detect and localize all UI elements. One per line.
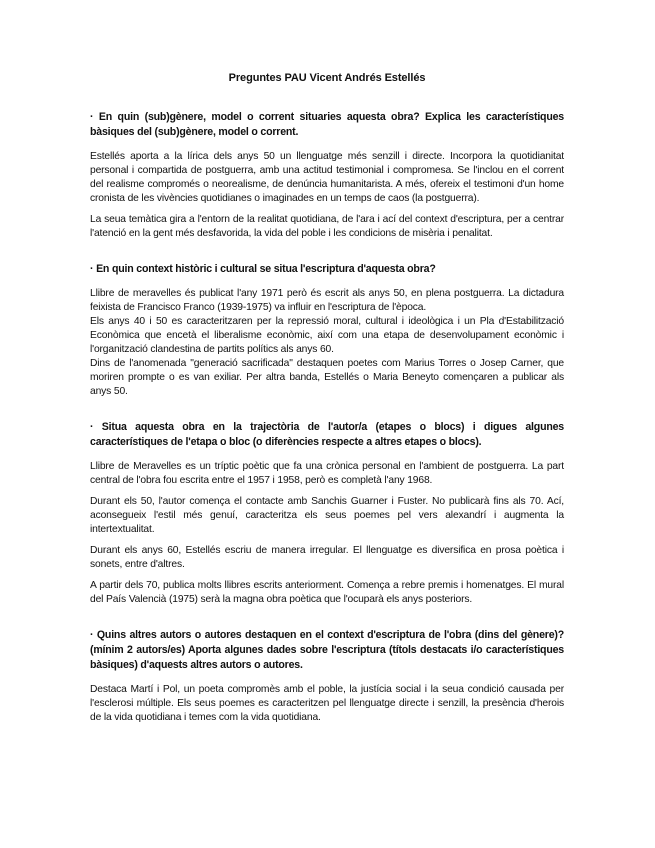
paragraph: Els anys 40 i 50 es caracteritzaren per la repressió moral, cultural i ideològica i un Pla d'Estabilització Econòmica que encetà el liberalisme econòmic, així com una etapa de desenvolupament econòmic i l'organització clandestina de partits polítics als anys 60.	[90, 316, 564, 355]
paragraph: Llibre de Meravelles es un tríptic poètic que fa una crònica personal en l'ambient de postguerra. La part central de l'obra fou escrita entre el 1957 i 1958, però es completà l'any 1968.	[90, 461, 564, 486]
section-context	[90, 262, 564, 399]
document-title: Preguntes PAU Vicent Andrés Estellés	[228, 72, 426, 84]
paragraph: Durant els anys 60, Estellés escriu de manera irregular. El llenguatge es diversifica en prosa poètica i sonets, entre d'altres.	[90, 545, 564, 570]
paragraph: A partir dels 70, publica molts llibres escrits anteriorment. Comença a rebre premis i homenatges. El mural del País Valencià (1975) serà la magna obra poètica que l'ocuparà els anys posteriors.	[90, 580, 564, 605]
section-other-authors	[90, 628, 564, 725]
question-genre: · En quin (sub)gènere, model o corrent situaries aquesta obra? Explica les característiques bàsiques del (sub)gènere, model o corrent.	[90, 111, 564, 138]
question-trajectory: · Situa aquesta obra en la trajectòria de l'autor/a (etapes o blocs) i digues algunes característiques de l'etapa o bloc (o diferències respecte a altres etapes o blocs).	[90, 421, 564, 448]
paragraph: Destaca Martí i Pol, un poeta compromès amb el poble, la justícia social i la seua condició causada per l'esclerosi múltiple. Els seus poemes es caracteritzen pel llenguatge directe i senzill, la presència d'herois de la vida quotidiana i temes com la vida quotidiana.	[90, 684, 564, 723]
paragraph: Llibre de meravelles és publicat l'any 1971 però és escrit als anys 50, en plena postguerra. La dictadura feixista de Francisco Franco (1939-1975) va influir en l'escriptura de l'època.	[90, 288, 564, 313]
section-genre	[90, 110, 564, 241]
paragraph: Durant els 50, l'autor comença el contacte amb Sanchis Guarner i Fuster. No publicarà fins als 70. Ací, aconsegueix l'estil més genuí, caracteritza els seus poemes pel vers alexandrí i augmenta la intertextualitat.	[90, 496, 564, 535]
section-trajectory	[90, 420, 564, 607]
question-other-authors: · Quins altres autors o autores destaquen en el context d'escriptura de l'obra (dins del gènere)? (mínim 2 autors/es) Aporta algunes dades sobre l'escriptura (títols destacats i/o característiques bàsiques) d'aquests altres autors o autores.	[90, 629, 564, 671]
question-context: · En quin context històric i cultural se situa l'escriptura d'aquesta obra?	[90, 263, 436, 275]
paragraph: Estellés aporta a la lírica dels anys 50 un llenguatge més senzill i directe. Incorpora la quotidianitat personal i compartida de postguerra, amb una actitud testimonial i compromesa. Se l'inclou en el corrent del realisme compromés o neorealisme, de denúncia humanitarista. A més, ofereix el testimoni d'un home cronista de les vivències quotidianes o imaginades en un temps de caos (la postguerra).	[90, 151, 564, 204]
paragraph: Dins de l'anomenada "generació sacrificada" destaquen poetes com Marius Torres o Josep Carner, que moriren prompte o es van exiliar. Per altra banda, Estellés o Maria Beneyto començaren a publicar als anys 50.	[90, 358, 564, 397]
paragraph: La seua temàtica gira a l'entorn de la realitat quotidiana, de l'ara i ací del context d'escriptura, per a centrar l'atenció en la gent més desfavorida, la vida del poble i les condicions de misèria i penalitat.	[90, 214, 564, 239]
document-page	[90, 72, 564, 746]
